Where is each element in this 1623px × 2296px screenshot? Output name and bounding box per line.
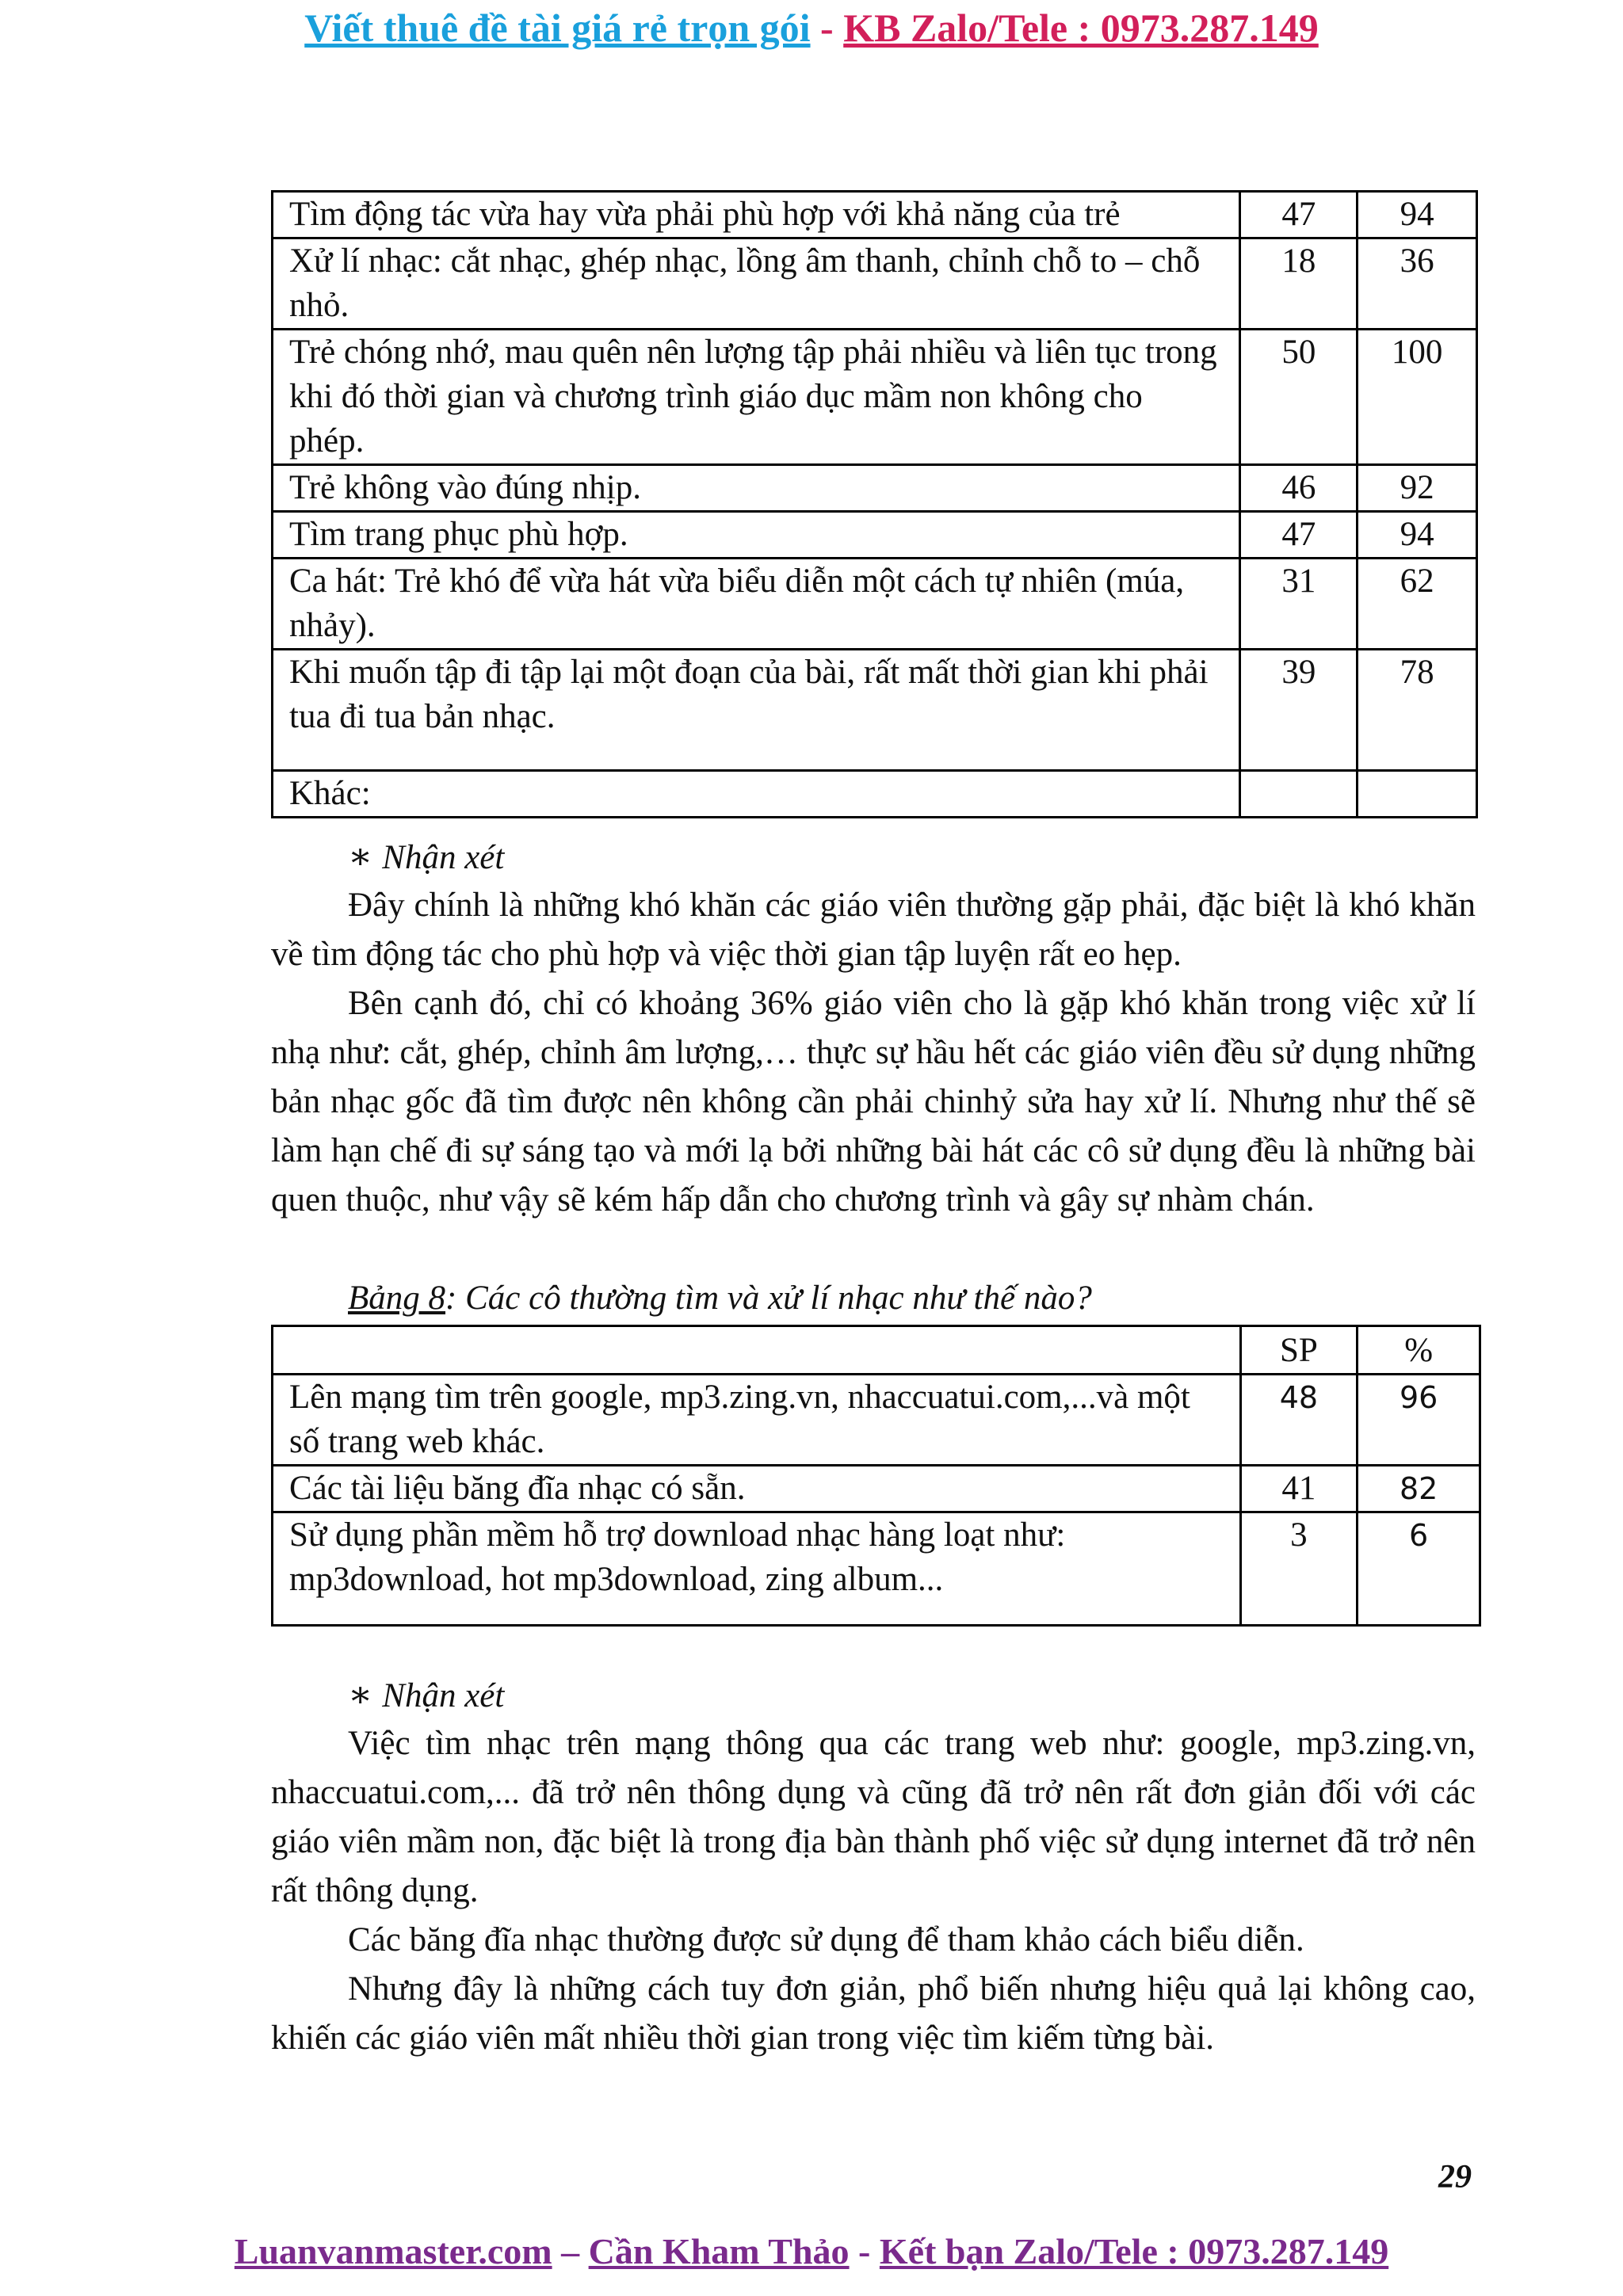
paragraph: Việc tìm nhạc trên mạng thông qua các trang web như: google, mp3.zing.vn, nhaccuatui.com,... đã trở nên thông dụng và cũng đã trở nên rất đơn giản đối với các giáo viên mầm non, đặc biệt là trong địa bàn thành phố việc sử dụng internet đã trở nên rất thông dụng.: [271, 1725, 1476, 1909]
row-pct: 36: [1358, 238, 1477, 330]
table-row: [273, 192, 1477, 238]
page-footer: [0, 2228, 1623, 2275]
asterisk-icon: ∗: [348, 836, 373, 876]
table-row: [273, 1512, 1480, 1626]
row-pct: 82: [1358, 1466, 1480, 1512]
row-text: Khác:: [273, 771, 1240, 818]
caption-label: Bảng 8: [348, 1280, 446, 1317]
row-text: Trẻ không vào đúng nhịp.: [273, 465, 1240, 512]
paragraph: Nhưng đây là những cách tuy đơn giản, phổ biến nhưng hiệu quả lại không cao, khiến các giáo viên mất nhiều thời gian trong việc tìm kiếm từng bài.: [271, 1970, 1476, 2057]
row-pct: 78: [1358, 650, 1477, 771]
row-text: Tìm động tác vừa hay vừa phải phù hợp với khả năng của trẻ: [273, 192, 1240, 238]
paragraph: Các băng đĩa nhạc thường được sử dụng để tham khảo cách biểu diễn.: [348, 1921, 1304, 1958]
header-cell-empty: [273, 1326, 1241, 1375]
row-sp: 18: [1240, 238, 1358, 330]
row-text: Xử lí nhạc: cắt nhạc, ghép nhạc, lồng âm thanh, chỉnh chỗ to – chỗ nhỏ.: [273, 238, 1240, 330]
note-heading: [348, 1670, 504, 1721]
paragraph: Bên cạnh đó, chỉ có khoảng 36% giáo viên cho là gặp khó khăn trong việc xử lí nhạ như: cắt, ghép, chỉnh âm lượng,… thực sự hầu hết các giáo viên đều sử dụng những bản nhạc gốc đã tìm được nên không cần phải chinhỷ sửa hay xử lí. Nhưng như thế sẽ làm hạn chế đi sự sáng tạo và mới lạ bởi những bài hát các cô sử dụng đều là những bài quen thuộc, như vậy sẽ kém hấp dẫn cho chương trình và gây sự nhàm chán.: [271, 985, 1476, 1219]
difficulties-table: [271, 190, 1478, 818]
table-row: [273, 650, 1477, 771]
table-row: [273, 512, 1477, 559]
table-row: [273, 559, 1477, 650]
row-text: Khi muốn tập đi tập lại một đoạn của bài, rất mất thời gian khi phải tua đi tua bản nhạc.: [273, 650, 1240, 771]
header-sp: SP: [1240, 1326, 1358, 1375]
page-number: 29: [1438, 2159, 1472, 2195]
table-row: [273, 238, 1477, 330]
note-title: Nhận xét: [382, 839, 505, 876]
table-row: [273, 1466, 1480, 1512]
row-sp: 46: [1240, 465, 1358, 512]
row-sp: 3: [1240, 1512, 1358, 1626]
row-sp: 31: [1240, 559, 1358, 650]
row-sp: 50: [1240, 330, 1358, 465]
row-sp: [1240, 771, 1358, 818]
row-pct: 94: [1358, 192, 1477, 238]
footer-link-contact[interactable]: Kết bạn Zalo/Tele : 0973.287.149: [879, 2231, 1389, 2271]
row-pct: 6: [1358, 1512, 1480, 1626]
music-search-table: [271, 1325, 1481, 1627]
header-link-contact[interactable]: KB Zalo/Tele : 0973.287.149: [843, 6, 1319, 50]
row-sp: 41: [1240, 1466, 1358, 1512]
row-sp: 47: [1240, 512, 1358, 559]
row-pct: 62: [1358, 559, 1477, 650]
row-sp: 39: [1240, 650, 1358, 771]
row-text: Lên mạng tìm trên google, mp3.zing.vn, nhaccuatui.com,...và một số trang web khác.: [273, 1375, 1241, 1466]
row-pct: [1358, 771, 1477, 818]
row-text: Các tài liệu băng đĩa nhạc có sẵn.: [273, 1466, 1241, 1512]
table-row: [273, 1375, 1480, 1466]
header-separator: -: [820, 6, 834, 50]
header-link-service[interactable]: Viết thuê đề tài giá rẻ trọn gói: [304, 6, 811, 50]
header-pct: %: [1358, 1326, 1480, 1375]
footer-link-site[interactable]: Luanvanmaster.com: [234, 2231, 552, 2271]
footer-separator: -: [858, 2231, 871, 2271]
row-text: Tìm trang phục phù hợp.: [273, 512, 1240, 559]
table-row: [273, 330, 1477, 465]
table-caption: [348, 1274, 1092, 1323]
row-text: Trẻ chóng nhớ, mau quên nên lượng tập phải nhiều và liên tục trong khi đó thời gian và chương trình giáo dục mầm non không cho phép.: [273, 330, 1240, 465]
row-pct: 94: [1358, 512, 1477, 559]
row-text: Ca hát: Trẻ khó để vừa hát vừa biểu diễn một cách tự nhiên (múa, nhảy).: [273, 559, 1240, 650]
row-text: Sử dụng phần mềm hỗ trợ download nhạc hàng loạt như: mp3download, hot mp3download, zing album...: [273, 1512, 1241, 1626]
row-pct: 100: [1358, 330, 1477, 465]
note-heading: [348, 832, 504, 883]
table-row: [273, 465, 1477, 512]
caption-text: : Các cô thường tìm và xử lí nhạc như thế nào?: [445, 1280, 1092, 1317]
row-sp: 47: [1240, 192, 1358, 238]
footer-dash: –: [561, 2231, 580, 2271]
table-row: [273, 771, 1477, 818]
row-pct: 92: [1358, 465, 1477, 512]
paragraph: Đây chính là những khó khăn các giáo viên thường gặp phải, đặc biệt là khó khăn về tìm động tác cho phù hợp và việc thời gian tập luyện rất eo hẹp.: [271, 887, 1476, 973]
asterisk-icon: ∗: [348, 1674, 373, 1714]
row-sp: 48: [1240, 1375, 1358, 1466]
page-header: [0, 0, 1623, 55]
table-header-row: [273, 1326, 1480, 1375]
note-title: Nhận xét: [382, 1677, 505, 1714]
row-pct: 96: [1358, 1375, 1480, 1466]
footer-link-name[interactable]: Cần Kham Thảo: [588, 2231, 850, 2271]
